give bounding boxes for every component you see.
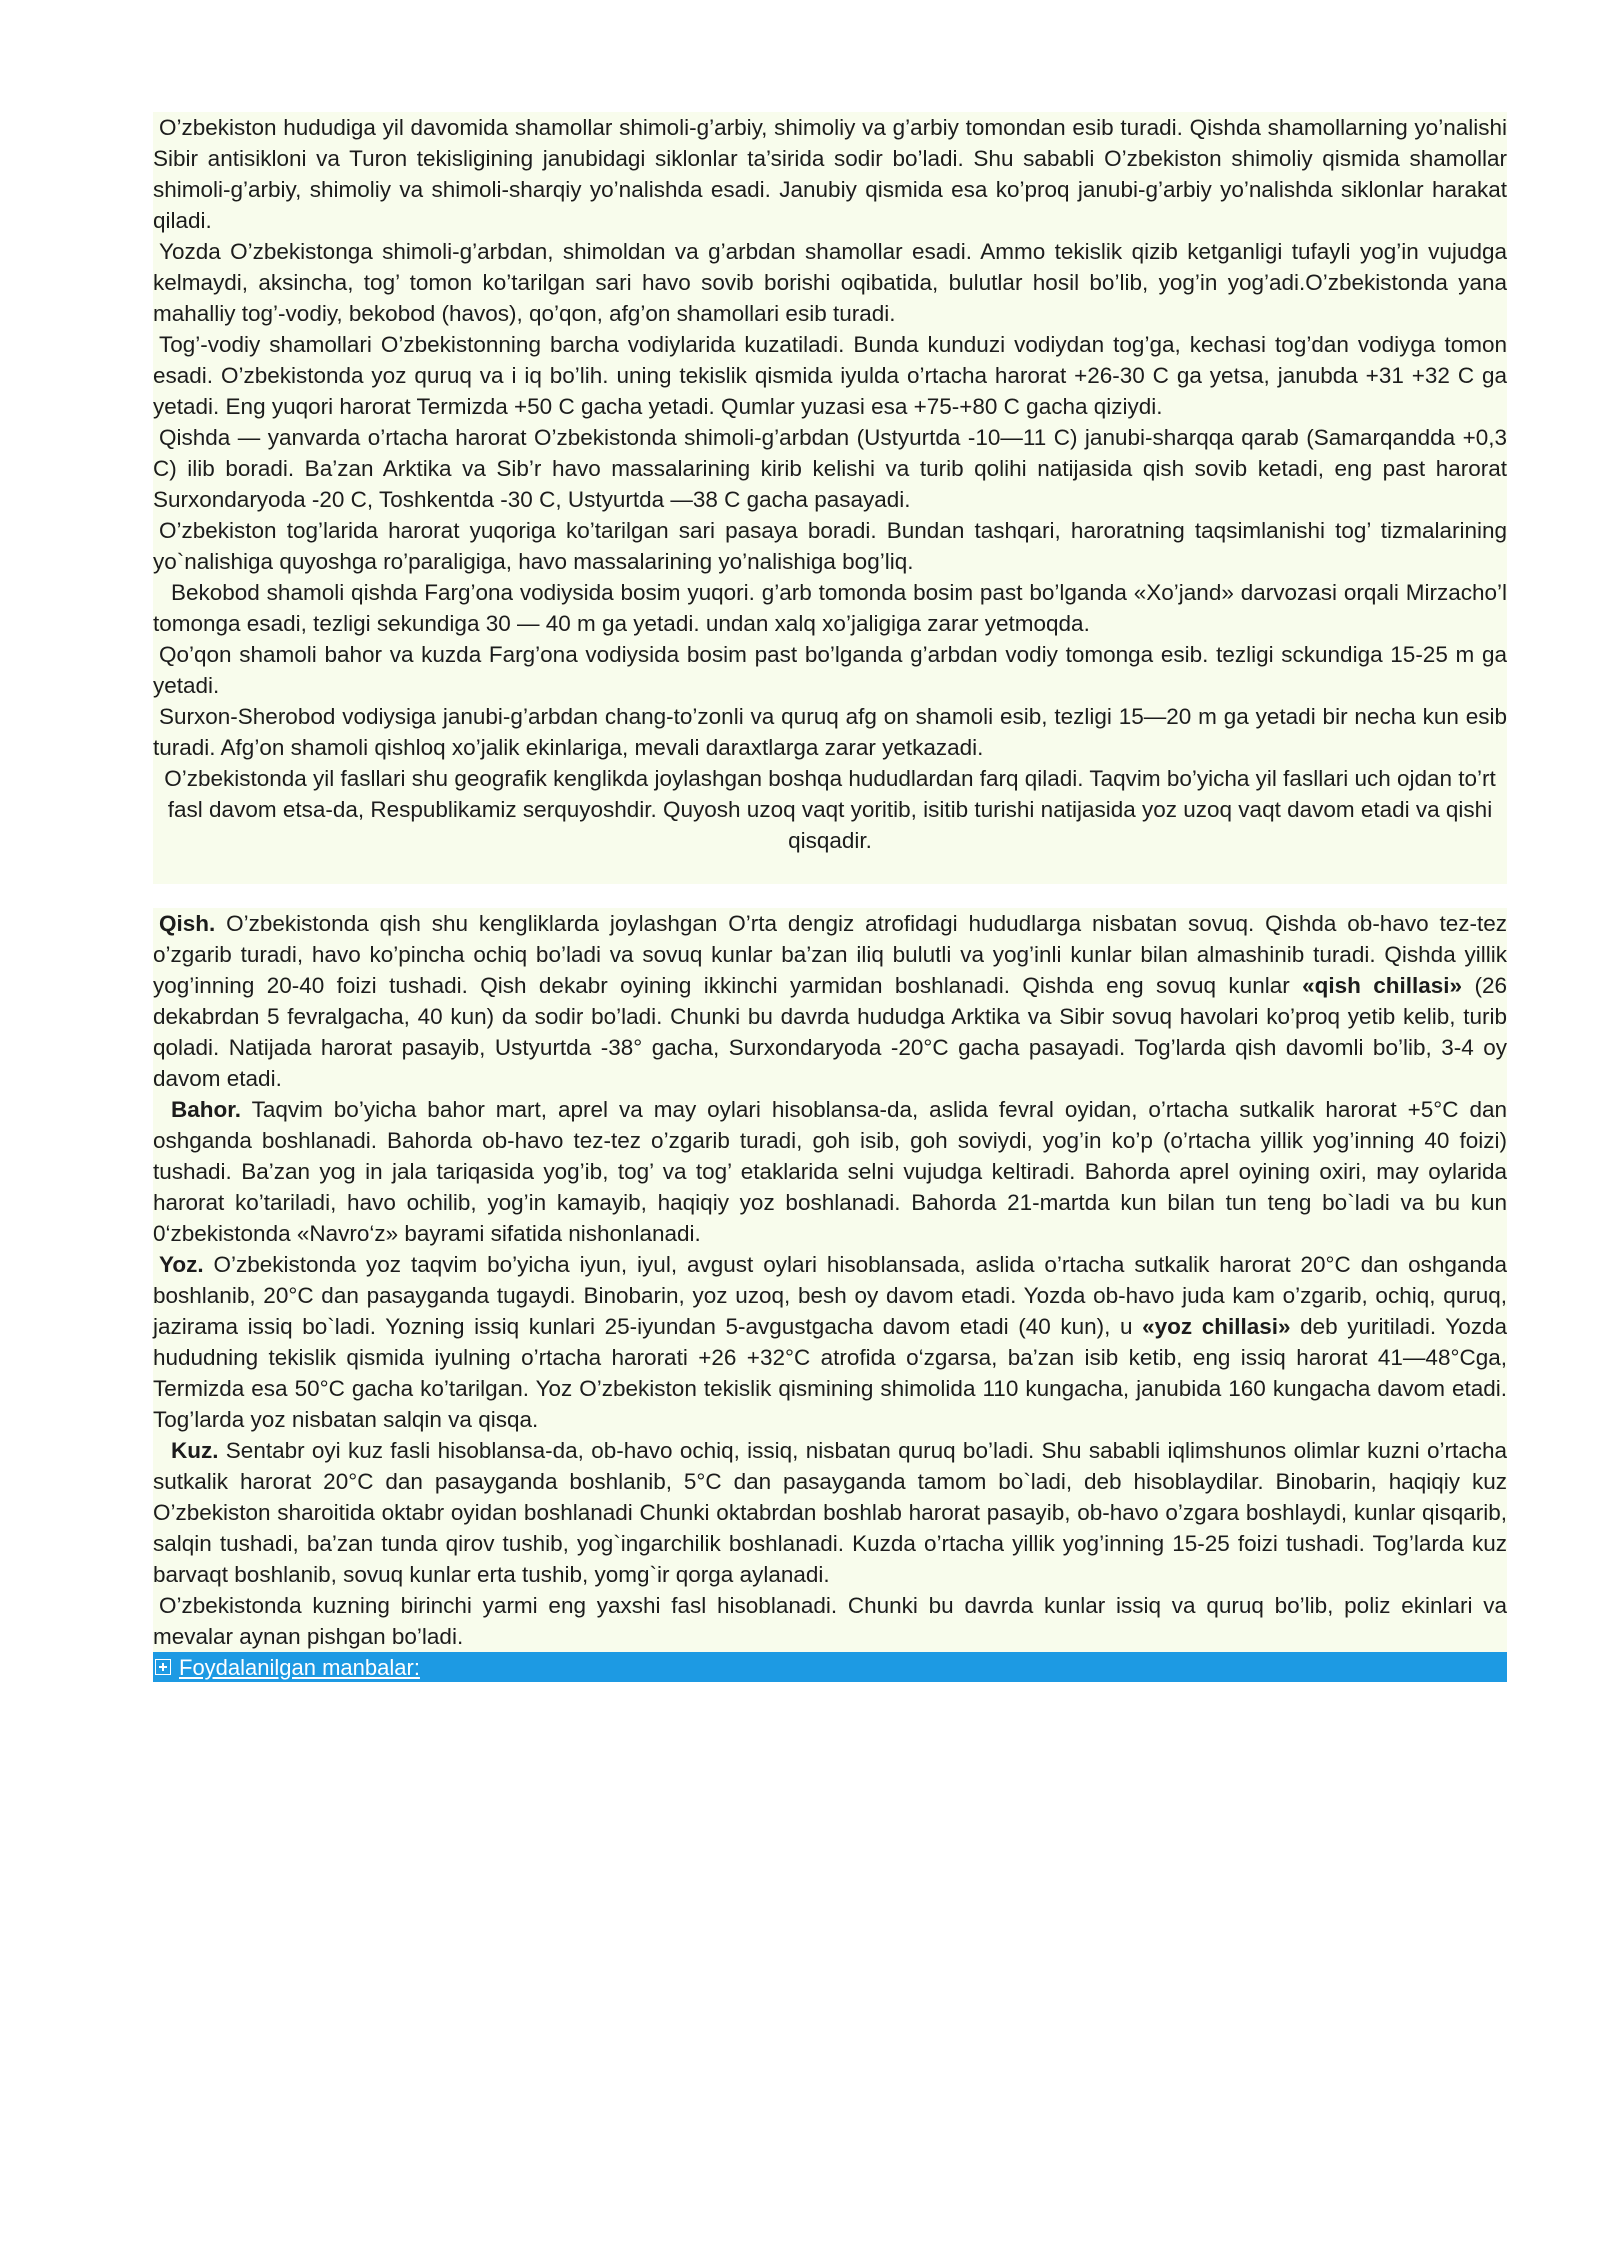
heading-yoz: Yoz. bbox=[159, 1252, 204, 1277]
yoz-chillasi-term: «yoz chillasi» bbox=[1142, 1314, 1291, 1339]
paragraph-closing: O’zbekistonda kuzning birinchi yarmi eng yaxshi fasl hisoblanadi. Chunki bu davrda kunlar issiq va quruq bo’lib, poliz ekinlari va mevalar aynan pishgan bo’ladi. bbox=[153, 1593, 1507, 1649]
document-body bbox=[153, 112, 1507, 1682]
paragraph-mountain-valley-winds: Tog’-vodiy shamollari O’zbekistonning barcha vodiylarida kuzatiladi. Bunda kunduzi vodiydan tog’ga, kechasi tog’dan vodiyga tomon esadi. O’zbekistonda yoz quruq va i iq bo’lih. uning tekislik qismida iyulda o’rtacha harorat +26-30 C ga yetsa, janubda +31 +32 C ga yetadi. Eng yuqori harorat Termizda +50 C gacha yetadi. Qumlar yuzasi esa +75-+80 C gacha qiziydi. bbox=[153, 332, 1507, 419]
paragraph-qish bbox=[153, 908, 1507, 1094]
paragraph-yoz bbox=[153, 1249, 1507, 1435]
paragraph-seasons-intro: O’zbekistonda yil fasllari shu geografik kenglikda joylashgan boshqa hududlardan farq qiladi. Taqvim bo’yicha yil fasllari uch ojdan to’rt fasl davom etsa-da, Respublikamiz serquyoshdir. Quyosh uzoq vaqt yoritib, isitib turishi natijasida yoz uzoq vaqt davom etadi va qishi qisqadir. bbox=[164, 766, 1496, 853]
paragraph-bahor bbox=[153, 1094, 1507, 1249]
paragraph-kuz bbox=[153, 1435, 1507, 1590]
bahor-text: Taqvim bo’yicha bahor mart, aprel va may oylari hisoblansa-da, aslida fevral oyidan, o’rtacha sutkalik harorat +5°C dan oshganda boshlanadi. Bahorda ob-havo tez-tez o’zgarib turadi, goh isib, goh soviydi, yog’in ko’p (o’rtacha yillik yog’inning 40 foizi) tushadi. Ba’zan yog in jala tariqasida yog’ib, tog’ va tog’ etaklarida selni vujudga keltiradi. Bahorda aprel oyining oxiri, may oylarida harorat ko’tariladi, havo ochilib, yog’in kamayib, haqiqiy yoz boshlanadi. Bahorda 21-martda kun bilan tun teng bo`ladi va bu kun 0‘zbekistonda «Navro‘z» bayrami sifatida nishonlanadi. bbox=[153, 1097, 1507, 1246]
qish-text-part2: (26 dekabrdan 5 fevralgacha, 40 kun) da sodir bo’ladi. Chunki bu davrda hududga Arktika va Sibir sovuq havolari ko’proq yetib kelib, turib qoladi. Natijada harorat pasayib, Ustyurtda -38° gacha, Surxondaryoda -20°C gacha pasayadi. Tog’larda qish davomli bo’lib, 3-4 oy davom etadi. bbox=[153, 973, 1507, 1091]
heading-qish: Qish. bbox=[159, 911, 216, 936]
paragraph-afgon-wind: Surxon-Sherobod vodiysiga janubi-g’arbdan chang-to’zonli va quruq afg on shamoli esib, tezligi 15—20 m ga yetadi bir necha kun esib turadi. Afg’on shamoli qishloq xo’jalik ekinlariga, mevali daraxtlarga zarar yetkazadi. bbox=[153, 704, 1507, 760]
seasons-section bbox=[153, 908, 1507, 1652]
qish-chillasi-term: «qish chillasi» bbox=[1302, 973, 1463, 998]
heading-bahor: Bahor. bbox=[171, 1097, 242, 1122]
yoz-text-part2: deb yuritiladi. Yozda hududning tekislik qismida iyulning o’rtacha harorati +26 +32°C atrofida o‘zgarsa, ba’zan isib ketib, eng issiq harorat 41—48°Cga, Termizda esa 50°C gacha ko’tarilgan. Yoz O’zbekiston tekislik qismining shimolida 110 kungacha, janubida 160 kungacha davom etadi. Tog’larda yoz nisbatan salqin va qisqa. bbox=[153, 1314, 1508, 1432]
yoz-text-part1: O’zbekistonda yoz taqvim bo’yicha iyun, iyul, avgust oylari hisoblansada, aslida o’rtacha sutkalik harorat 20°C dan oshganda boshlanib, 20°C dan pasayganda tugaydi. Binobarin, yoz uzoq, besh oy davom etadi. Yozda ob-havo juda kam o’zgarib, ochiq, quruq, jazirama issiq bo`ladi. Yozning issiq kunlari 25-iyundan 5-avgustgacha davom etadi (40 kun), u bbox=[153, 1252, 1507, 1339]
plus-box-icon[interactable] bbox=[155, 1659, 171, 1675]
paragraph-winds-direction: O’zbekiston hududiga yil davomida shamollar shimoli-g’arbiy, shimoliy va g’arbiy tomondan esib turadi. Qishda shamollarning yo’nalishi Sibir antisikloni va Turon tekisligining janubidagi siklonlar ta’sirida sodir bo’ladi. Shu sababli O’zbekiston shimoliy qismida shamollar shimoli-g’arbiy, shimoliy va shimoli-sharqiy yo’nalishda esadi. Janubiy qismida esa ko’proq janubi-g’arbiy yo’nalishda siklonlar harakat qiladi. bbox=[153, 115, 1507, 233]
kuz-text: Sentabr oyi kuz fasli hisoblansa-da, ob-havo ochiq, issiq, nisbatan quruq bo’ladi. Shu sababli iqlimshunos olimlar kuzni o’rtacha sutkalik harorat 20°C dan pasayganda boshlanib, 5°C dan pasayganda tamom bo`ladi, deb hisoblaydilar. Binobarin, haqiqiy kuz O’zbekiston sharoitida oktabr oyidan boshlanadi Chunki oktabrdan boshlab harorat pasayib, ob-havo o’zgara boshlaydi, kunlar qisqarib, salqin tushadi, ba’zan tunda qirov tushib, yog`ingarchilik boshlanadi. Kuzda o’rtacha yillik yog’inning 15-25 foizi tushadi. Tog’larda kuz barvaqt boshlanib, sovuq kunlar erta tushib, yomg`ir qorga aylanadi. bbox=[153, 1438, 1507, 1587]
intro-section bbox=[153, 112, 1507, 884]
paragraph-summer-winds: Yozda O’zbekistonga shimoli-g’arbdan, shimoldan va g’arbdan shamollar esadi. Ammo tekislik qizib ketganligi tufayli yog’in vujudga kelmaydi, aksincha, tog’ tomon ko’tarilgan sari havo sovib borishi oqibatida, bulutlar hosil bo’lib, yog’in yog’adi.O’zbekistonda yana mahalliy tog’-vodiy, bekobod (havos), qo’qon, afg’on shamollari esib turadi. bbox=[153, 239, 1507, 326]
heading-kuz: Kuz. bbox=[171, 1438, 219, 1463]
section-spacer bbox=[153, 884, 1507, 908]
sources-bar[interactable] bbox=[153, 1652, 1507, 1682]
paragraph-bekobod-wind: Bekobod shamoli qishda Farg’ona vodiysida bosim yuqori. g’arb tomonda bosim past bo’lganda «Xo’jand» darvozasi orqali Mirzacho’l tomonga esadi, tezligi sekundiga 30 — 40 m ga yetadi. undan xalq xo’jaligiga zarar yetmoqda. bbox=[153, 580, 1507, 636]
paragraph-qoqon-wind: Qo’qon shamoli bahor va kuzda Farg’ona vodiysida bosim past bo’lganda g’arbdan vodiy tomonga esib. tezligi sckundiga 15-25 m ga yetadi. bbox=[153, 642, 1507, 698]
sources-link[interactable]: Foydalanilgan manbalar: bbox=[179, 1654, 420, 1680]
qish-text-part1: O’zbekistonda qish shu kengliklarda joylashgan O’rta dengiz atrofidagi hududlarga nisbatan sovuq. Qishda ob-havo tez-tez o’zgarib turadi, havo ko’pincha ochiq bo’ladi va sovuq kunlar ba’zan iliq bulutli va yog’inli kunlar bilan almashinib turadi. Qishda yillik yog’inning 20-40 foizi tushadi. Qish dekabr oyining ikkinchi yarmidan boshlanadi. Qishda eng sovuq kunlar bbox=[153, 911, 1507, 998]
paragraph-mountain-temperature: O’zbekiston tog’larida harorat yuqoriga ko’tarilgan sari pasaya boradi. Bundan tashqari, haroratning taqsimlanishi tog’ tizmalarining yo`nalishiga quyoshga ro’paraligiga, havo massalarining yo’nalishiga bog’liq. bbox=[153, 518, 1507, 574]
paragraph-winter-temperature: Qishda — yanvarda o’rtacha harorat O’zbekistonda shimoli-g’arbdan (Ustyurtda -10—11 C) janubi-sharqqa qarab (Samarqandda +0,3 C) ilib boradi. Ba’zan Arktika va Sib’r havo massalarining kirib kelishi va turib qolihi natijasida qish sovib ketadi, eng past harorat Surxondaryoda -20 C, Toshkentda -30 C, Ustyurtda —38 C gacha pasayadi. bbox=[153, 425, 1507, 512]
